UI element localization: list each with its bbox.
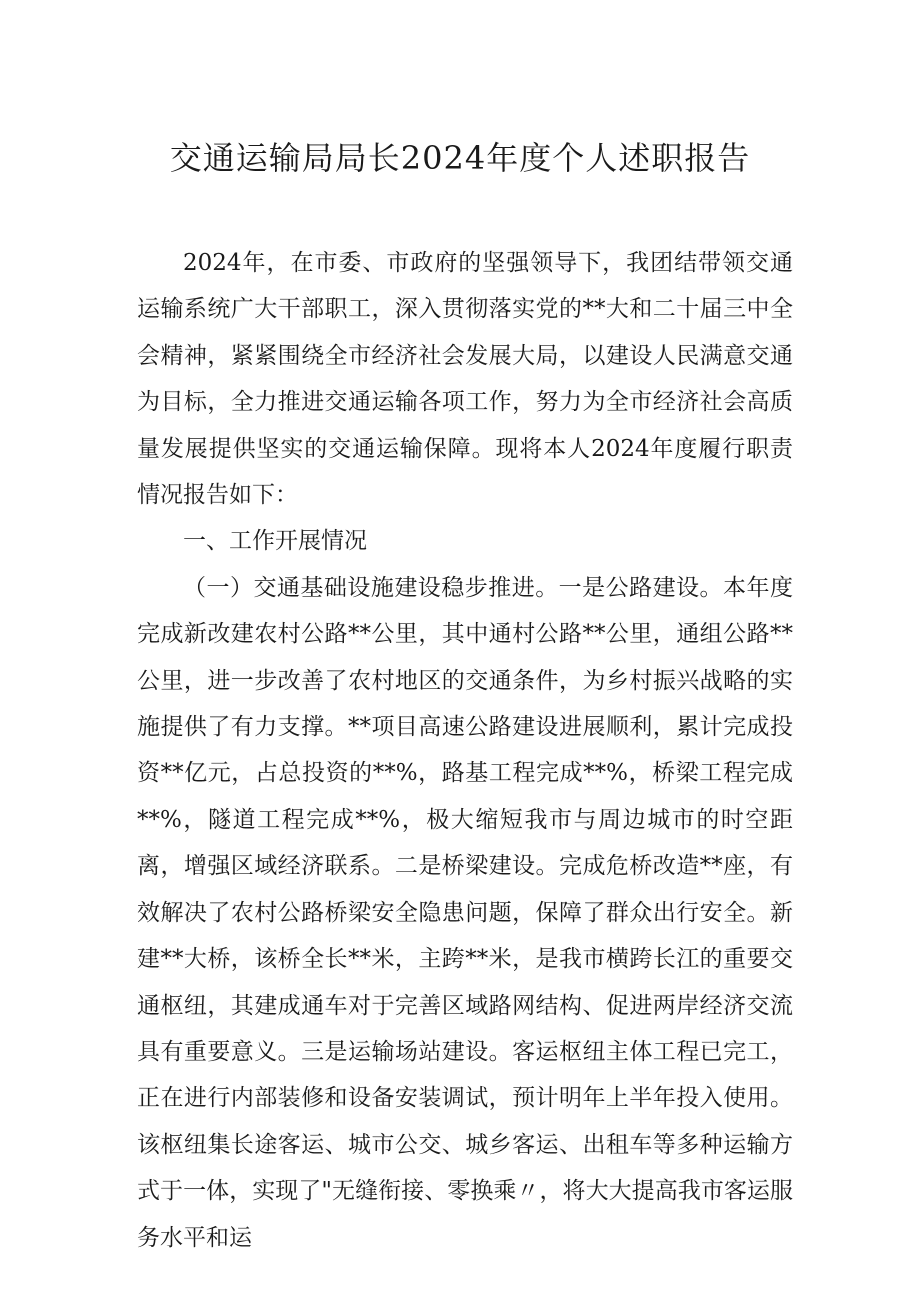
section-heading: 一、工作开展情况 (183, 528, 367, 555)
intro-paragraph: 2024年，在市委、市政府的坚强领导下，我团结带领交通运输系统广大干部职工，深入贯彻落实党的**大和二十届三中全会精神，紧紧围绕全市经济社会发展大局，以建设人民满意交通为目标，全力推进交通运输各项工作，努力为全市经济社会高质量发展提供坚实的交通运输保障。现将本人2024年度履行职责情况报告如下： (137, 250, 793, 509)
document-title: 交通运输局局长2024年度个人述职报告 (169, 139, 751, 177)
document-body (137, 240, 793, 1261)
section-paragraph: （一）交通基础设施建设稳步推进。一是公路建设。本年度完成新改建农村公路**公里，其中通村公路**公里，通组公路**公里，进一步改善了农村地区的交通条件，为乡村振兴战略的实施提供了有力支撑。**项目高速公路建设进展顺利，累计完成投资**亿元，占总投资的**%，路基工程完成**%，桥梁工程完成**%，隧道工程完成**%，极大缩短我市与周边城市的时空距离，增强区域经济联系。二是桥梁建设。完成危桥改造**座，有效解决了农村公路桥梁安全隐患问题，保障了群众出行安全。新建**大桥，该桥全长**米，主跨**米，是我市横跨长江的重要交通枢纽，其建成通车对于完善区域路网结构、促进两岸经济交流具有重要意义。三是运输场站建设。客运枢纽主体工程已完工，正在进行内部装修和设备安装调试，预计明年上半年投入使用。该枢纽集长途客运、城市公交、城乡客运、出租车等多种运输方式于一体，实现了"无缝衔接、零换乘〃，将大大提高我市客运服务水平和运 (137, 574, 793, 1251)
